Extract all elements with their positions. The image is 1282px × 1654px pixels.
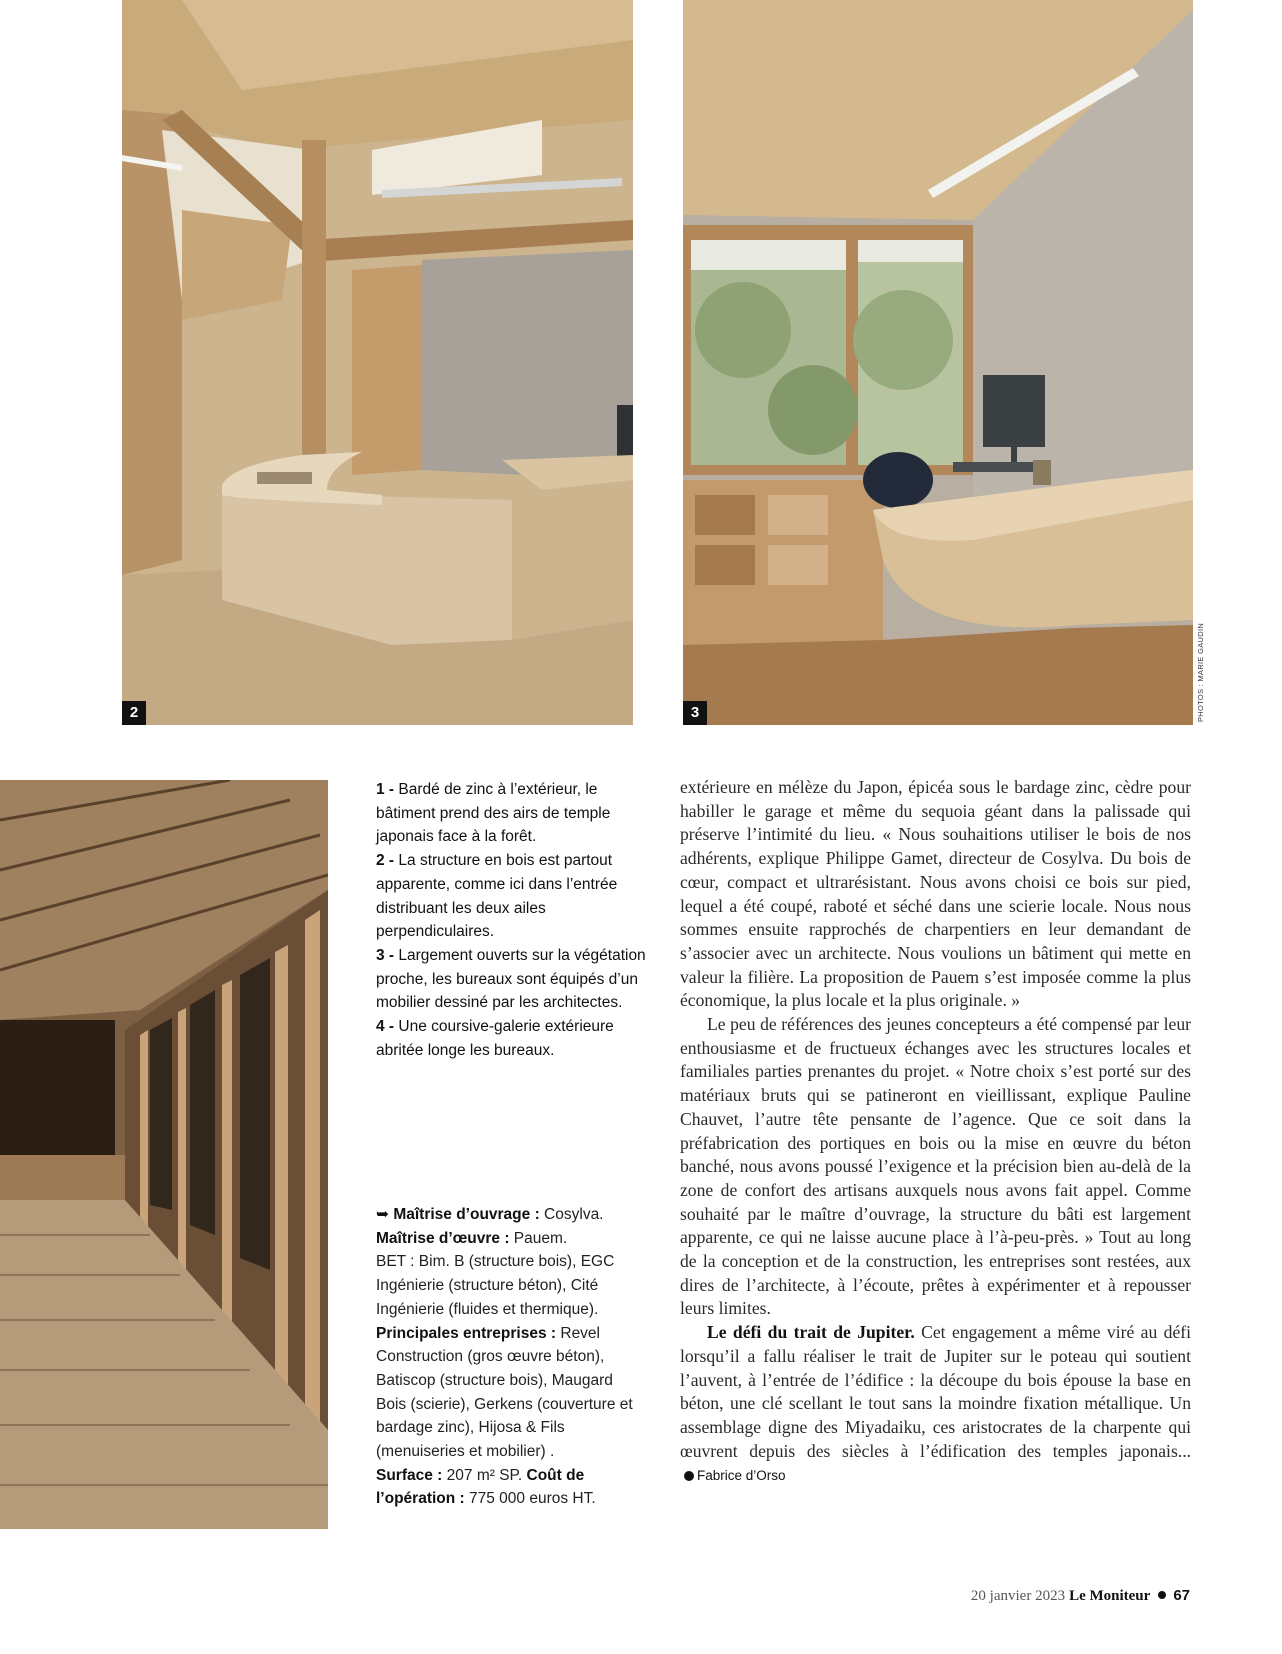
photo-office (683, 0, 1193, 725)
caption-3: 3 - Largement ouverts sur la végétation proche, les bureaux sont équipés d’un mobilier dessiné par les architectes. (376, 946, 646, 1012)
issue-date: 20 janvier 2023 (970, 1588, 1066, 1604)
credit-maitrise-oeuvre: Maîtrise d’œuvre : Pauem. (376, 1229, 568, 1247)
photo-number-badge: 2 (122, 701, 146, 725)
project-credits (376, 1203, 646, 1511)
article-paragraph: Le défi du trait de Jupiter. Cet engagement a même viré au défi lorsqu’il a fallu réaliser le trait de Jupiter sur le poteau qui soutient l’auvent, à l’entrée de l’édifice : la découpe du bois épouse la base en béton, une clé scellant le tout sans la moindre fixation métallique. Un assemblage digne des Miyadaiku, ces aristocrates de la charpente qui œuvrent depuis des siècles à l’édification des temples japonais... Fabrice d’Orso (680, 1322, 1191, 1484)
page-footer (971, 1587, 1190, 1605)
bullet-icon (684, 1471, 694, 1481)
photo-captions (376, 778, 646, 1062)
caption-4: 4 - Une coursive-galerie extérieure abritée longe les bureaux. (376, 1018, 614, 1059)
article-paragraph: extérieure en mélèze du Japon, épicéa sous le bardage zinc, cèdre pour habiller le garage et même du sequoia géant dans la palissade qui préserve l’intimité du lieu. « Nous souhaitions utiliser le bois de nos adhérents, explique Philippe Gamet, directeur de Cosylva. Du bois de cœur, compact et ultrarésistant. Nous avons choisi ce bois sur pied, lequel a été coupé, raboté et séché dans une scierie locale. Nous nous sommes ensuite rapprochés de charpentiers en leur demandant de s’associer avec un architecte. Nous voulions un bâtiment qui mette en valeur la filière. La proposition de Pauem s’est imposée comme la plus économique, la plus locale et la plus originale. » (680, 777, 1191, 1011)
page-number: 67 (1173, 1587, 1190, 1604)
photo-credit: PHOTOS : MARIE GAUDIN (1196, 622, 1205, 722)
credit-bet: BET : Bim. B (structure bois), EGC Ingénierie (structure béton), Cité Ingénierie (fluides et thermique). (376, 1253, 615, 1318)
photo-gallery-walkway (0, 780, 328, 1529)
author-signature: Fabrice d’Orso (680, 1468, 786, 1483)
arrow-icon: ➥ (376, 1206, 389, 1223)
magazine-name: Le Moniteur (1069, 1588, 1151, 1604)
credit-maitrise-ouvrage: ➥ Maîtrise d’ouvrage : Cosylva. (376, 1206, 604, 1223)
bullet-icon (1158, 1591, 1166, 1599)
article-paragraph: Le peu de références des jeunes concepteurs a été compensé par leur enthousiasme et de fructueux échanges avec les structures locales et familiales parties prenantes du projet. « Notre choix s’est porté sur des matériaux bruts qui se patineront en vieillissant, explique Pauline Chauvet, l’autre tête pensante de l’agence. Que ce soit dans la préfabrication des portiques en bois ou la mise en œuvre du béton banché, nous avons poussé l’exigence et la précision bien au-delà de la zone de confort des artisans auxquels nous avons fait appel. Comme souhaité par le maître d’ouvrage, la structure du bâti est largement apparente, ce qui ne laisse aucune place à l’à-peu-près. » Tout au long de la conception et de la construction, les entreprises sont restées, aux dires de l’architecte, à l’écoute, prêtes à expérimenter et à repousser leurs limites. (680, 1014, 1191, 1319)
credit-surface-cout: Surface : 207 m² SP. Coût de l’opération : 775 000 euros HT. (376, 1466, 596, 1508)
caption-2: 2 - La structure en bois est partout apparente, comme ici dans l’entrée distribuant les deux ailes perpendiculaires. (376, 852, 618, 941)
photo-entrance-hall (122, 0, 633, 725)
article-subheading: Le défi du trait de Jupiter. (707, 1322, 915, 1343)
credit-entreprises: Principales entreprises : Revel Construction (gros œuvre béton), Batiscop (structure bois), Maugard Bois (scierie), Gerkens (couverture et bardage zinc), Hijosa & Fils (menuiseries et mobilier) . (376, 1324, 633, 1461)
photo-number-badge: 3 (683, 701, 707, 725)
caption-1: 1 - Bardé de zinc à l’extérieur, le bâtiment prend des airs de temple japonais face à la forêt. (376, 781, 611, 846)
article-body (680, 776, 1191, 1488)
